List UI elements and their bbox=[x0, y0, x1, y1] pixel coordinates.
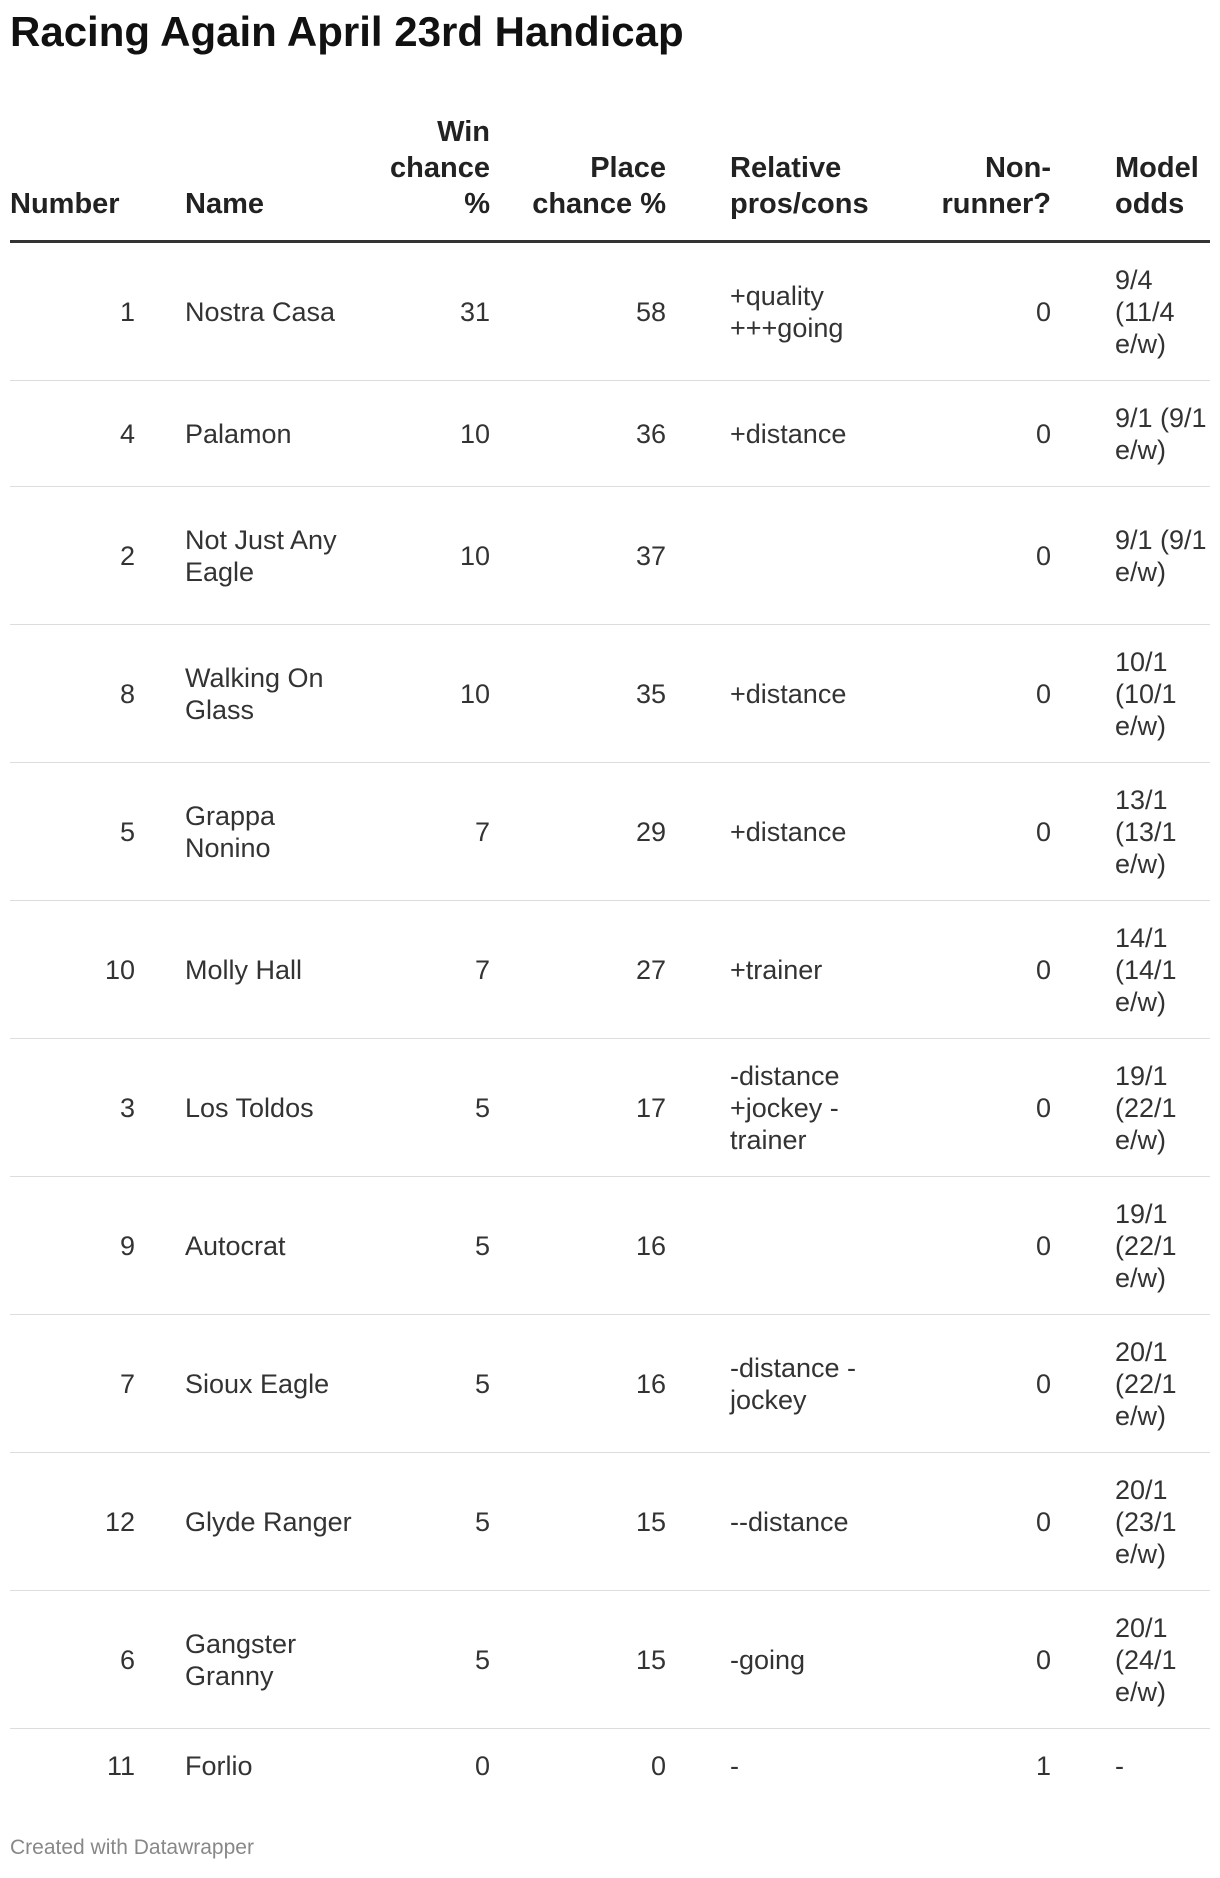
cell-place-chance: 29 bbox=[490, 763, 666, 901]
cell-pros-cons: +distance bbox=[666, 625, 908, 763]
cell-pros-cons: -distance -jockey bbox=[666, 1315, 908, 1453]
chart-title: Racing Again April 23rd Handicap bbox=[10, 8, 684, 55]
cell-pros-cons: -distance +jockey -trainer bbox=[666, 1039, 908, 1177]
cell-place-chance: 36 bbox=[490, 381, 666, 487]
cell-model-odds: 9/1 (9/1 e/w) bbox=[1051, 487, 1210, 625]
cell-pros-cons bbox=[666, 487, 908, 625]
table-row bbox=[10, 487, 1210, 625]
cell-number: 4 bbox=[10, 381, 185, 487]
cell-name: Sioux Eagle bbox=[185, 1315, 360, 1453]
cell-number: 10 bbox=[10, 901, 185, 1039]
cell-model-odds: 20/1 (23/1 e/w) bbox=[1051, 1453, 1210, 1591]
cell-win-chance: 5 bbox=[360, 1591, 490, 1729]
cell-win-chance: 10 bbox=[360, 381, 490, 487]
cell-place-chance: 15 bbox=[490, 1591, 666, 1729]
table-row bbox=[10, 1591, 1210, 1729]
cell-number: 12 bbox=[10, 1453, 185, 1591]
cell-name: Palamon bbox=[185, 381, 360, 487]
footer-credit: Created with Datawrapper bbox=[10, 1836, 254, 1859]
cell-non-runner: 0 bbox=[908, 1315, 1051, 1453]
cell-number: 6 bbox=[10, 1591, 185, 1729]
cell-number: 1 bbox=[10, 242, 185, 381]
table-row bbox=[10, 1453, 1210, 1591]
cell-number: 9 bbox=[10, 1177, 185, 1315]
cell-non-runner: 0 bbox=[908, 1177, 1051, 1315]
cell-place-chance: 16 bbox=[490, 1177, 666, 1315]
cell-win-chance: 10 bbox=[360, 487, 490, 625]
cell-non-runner: 0 bbox=[908, 487, 1051, 625]
cell-model-odds: 14/1 (14/1 e/w) bbox=[1051, 901, 1210, 1039]
table-row bbox=[10, 242, 1210, 381]
cell-name: Glyde Ranger bbox=[185, 1453, 360, 1591]
cell-number: 3 bbox=[10, 1039, 185, 1177]
cell-pros-cons: --distance bbox=[666, 1453, 908, 1591]
column-header-name[interactable]: Name bbox=[185, 100, 360, 242]
cell-non-runner: 0 bbox=[908, 901, 1051, 1039]
cell-model-odds: 20/1 (22/1 e/w) bbox=[1051, 1315, 1210, 1453]
cell-place-chance: 58 bbox=[490, 242, 666, 381]
table-row bbox=[10, 763, 1210, 901]
cell-name: Walking On Glass bbox=[185, 625, 360, 763]
cell-place-chance: 35 bbox=[490, 625, 666, 763]
cell-model-odds: 20/1 (24/1 e/w) bbox=[1051, 1591, 1210, 1729]
cell-name: Not Just Any Eagle bbox=[185, 487, 360, 625]
cell-non-runner: 0 bbox=[908, 1591, 1051, 1729]
column-header-model-odds[interactable]: Model odds bbox=[1051, 100, 1210, 242]
cell-win-chance: 5 bbox=[360, 1039, 490, 1177]
table-row bbox=[10, 1315, 1210, 1453]
cell-name: Molly Hall bbox=[185, 901, 360, 1039]
cell-number: 7 bbox=[10, 1315, 185, 1453]
cell-pros-cons: +trainer bbox=[666, 901, 908, 1039]
cell-number: 11 bbox=[106, 1751, 135, 1781]
cell-pros-cons bbox=[666, 1177, 908, 1315]
cell-place-chance: 16 bbox=[490, 1315, 666, 1453]
cell-non-runner: 0 bbox=[908, 381, 1051, 487]
cell-name: Autocrat bbox=[185, 1177, 360, 1315]
cell-name: Grappa Nonino bbox=[185, 763, 360, 901]
cell-name: Forlio bbox=[185, 1751, 253, 1781]
table-body bbox=[10, 242, 1210, 1804]
cell-number: 5 bbox=[10, 763, 185, 901]
cell-name: Nostra Casa bbox=[185, 242, 360, 381]
cell-place-chance: 17 bbox=[490, 1039, 666, 1177]
table-row bbox=[10, 381, 1210, 487]
table-row bbox=[10, 1729, 1210, 1804]
table-row bbox=[10, 1039, 1210, 1177]
cell-place-chance: 0 bbox=[650, 1751, 666, 1781]
column-header-win-chance[interactable]: Win chance % bbox=[360, 100, 490, 242]
table-row bbox=[10, 901, 1210, 1039]
cell-win-chance: 5 bbox=[360, 1315, 490, 1453]
cell-win-chance: 7 bbox=[360, 901, 490, 1039]
cell-pros-cons: +distance bbox=[666, 381, 908, 487]
column-header-number[interactable]: Number bbox=[10, 100, 185, 242]
cell-model-odds: 9/4 (11/4 e/w) bbox=[1051, 242, 1210, 381]
header-row bbox=[10, 100, 1210, 242]
cell-non-runner: 0 bbox=[908, 1039, 1051, 1177]
cell-pros-cons: +quality +++going bbox=[666, 242, 908, 381]
cell-win-chance: 31 bbox=[360, 242, 490, 381]
cell-non-runner: 1 bbox=[1035, 1751, 1051, 1781]
column-header-place-chance[interactable]: Place chance % bbox=[490, 100, 666, 242]
cell-place-chance: 27 bbox=[490, 901, 666, 1039]
cell-pros-cons: -going bbox=[666, 1591, 908, 1729]
cell-model-odds: - bbox=[1115, 1751, 1124, 1781]
table-row bbox=[10, 625, 1210, 763]
cell-number: 8 bbox=[10, 625, 185, 763]
cell-name: Gangster Granny bbox=[185, 1591, 360, 1729]
cell-model-odds: 13/1 (13/1 e/w) bbox=[1051, 763, 1210, 901]
column-header-non-runner[interactable]: Non-runner? bbox=[908, 100, 1051, 242]
cell-model-odds: 19/1 (22/1 e/w) bbox=[1051, 1177, 1210, 1315]
cell-non-runner: 0 bbox=[908, 242, 1051, 381]
table-row bbox=[10, 1177, 1210, 1315]
cell-pros-cons: - bbox=[730, 1751, 739, 1781]
cell-win-chance: 7 bbox=[360, 763, 490, 901]
cell-win-chance: 10 bbox=[360, 625, 490, 763]
cell-win-chance: 0 bbox=[474, 1751, 490, 1781]
cell-model-odds: 10/1 (10/1 e/w) bbox=[1051, 625, 1210, 763]
column-header-pros-cons[interactable]: Relative pros/cons bbox=[666, 100, 908, 242]
cell-win-chance: 5 bbox=[360, 1177, 490, 1315]
cell-model-odds: 9/1 (9/1 e/w) bbox=[1051, 381, 1210, 487]
cell-model-odds: 19/1 (22/1 e/w) bbox=[1051, 1039, 1210, 1177]
cell-name: Los Toldos bbox=[185, 1039, 360, 1177]
cell-place-chance: 15 bbox=[490, 1453, 666, 1591]
cell-number: 2 bbox=[10, 487, 185, 625]
cell-non-runner: 0 bbox=[908, 1453, 1051, 1591]
cell-place-chance: 37 bbox=[490, 487, 666, 625]
cell-win-chance: 5 bbox=[360, 1453, 490, 1591]
runners-table bbox=[10, 100, 1210, 1803]
cell-non-runner: 0 bbox=[908, 625, 1051, 763]
cell-non-runner: 0 bbox=[908, 763, 1051, 901]
cell-pros-cons: +distance bbox=[666, 763, 908, 901]
